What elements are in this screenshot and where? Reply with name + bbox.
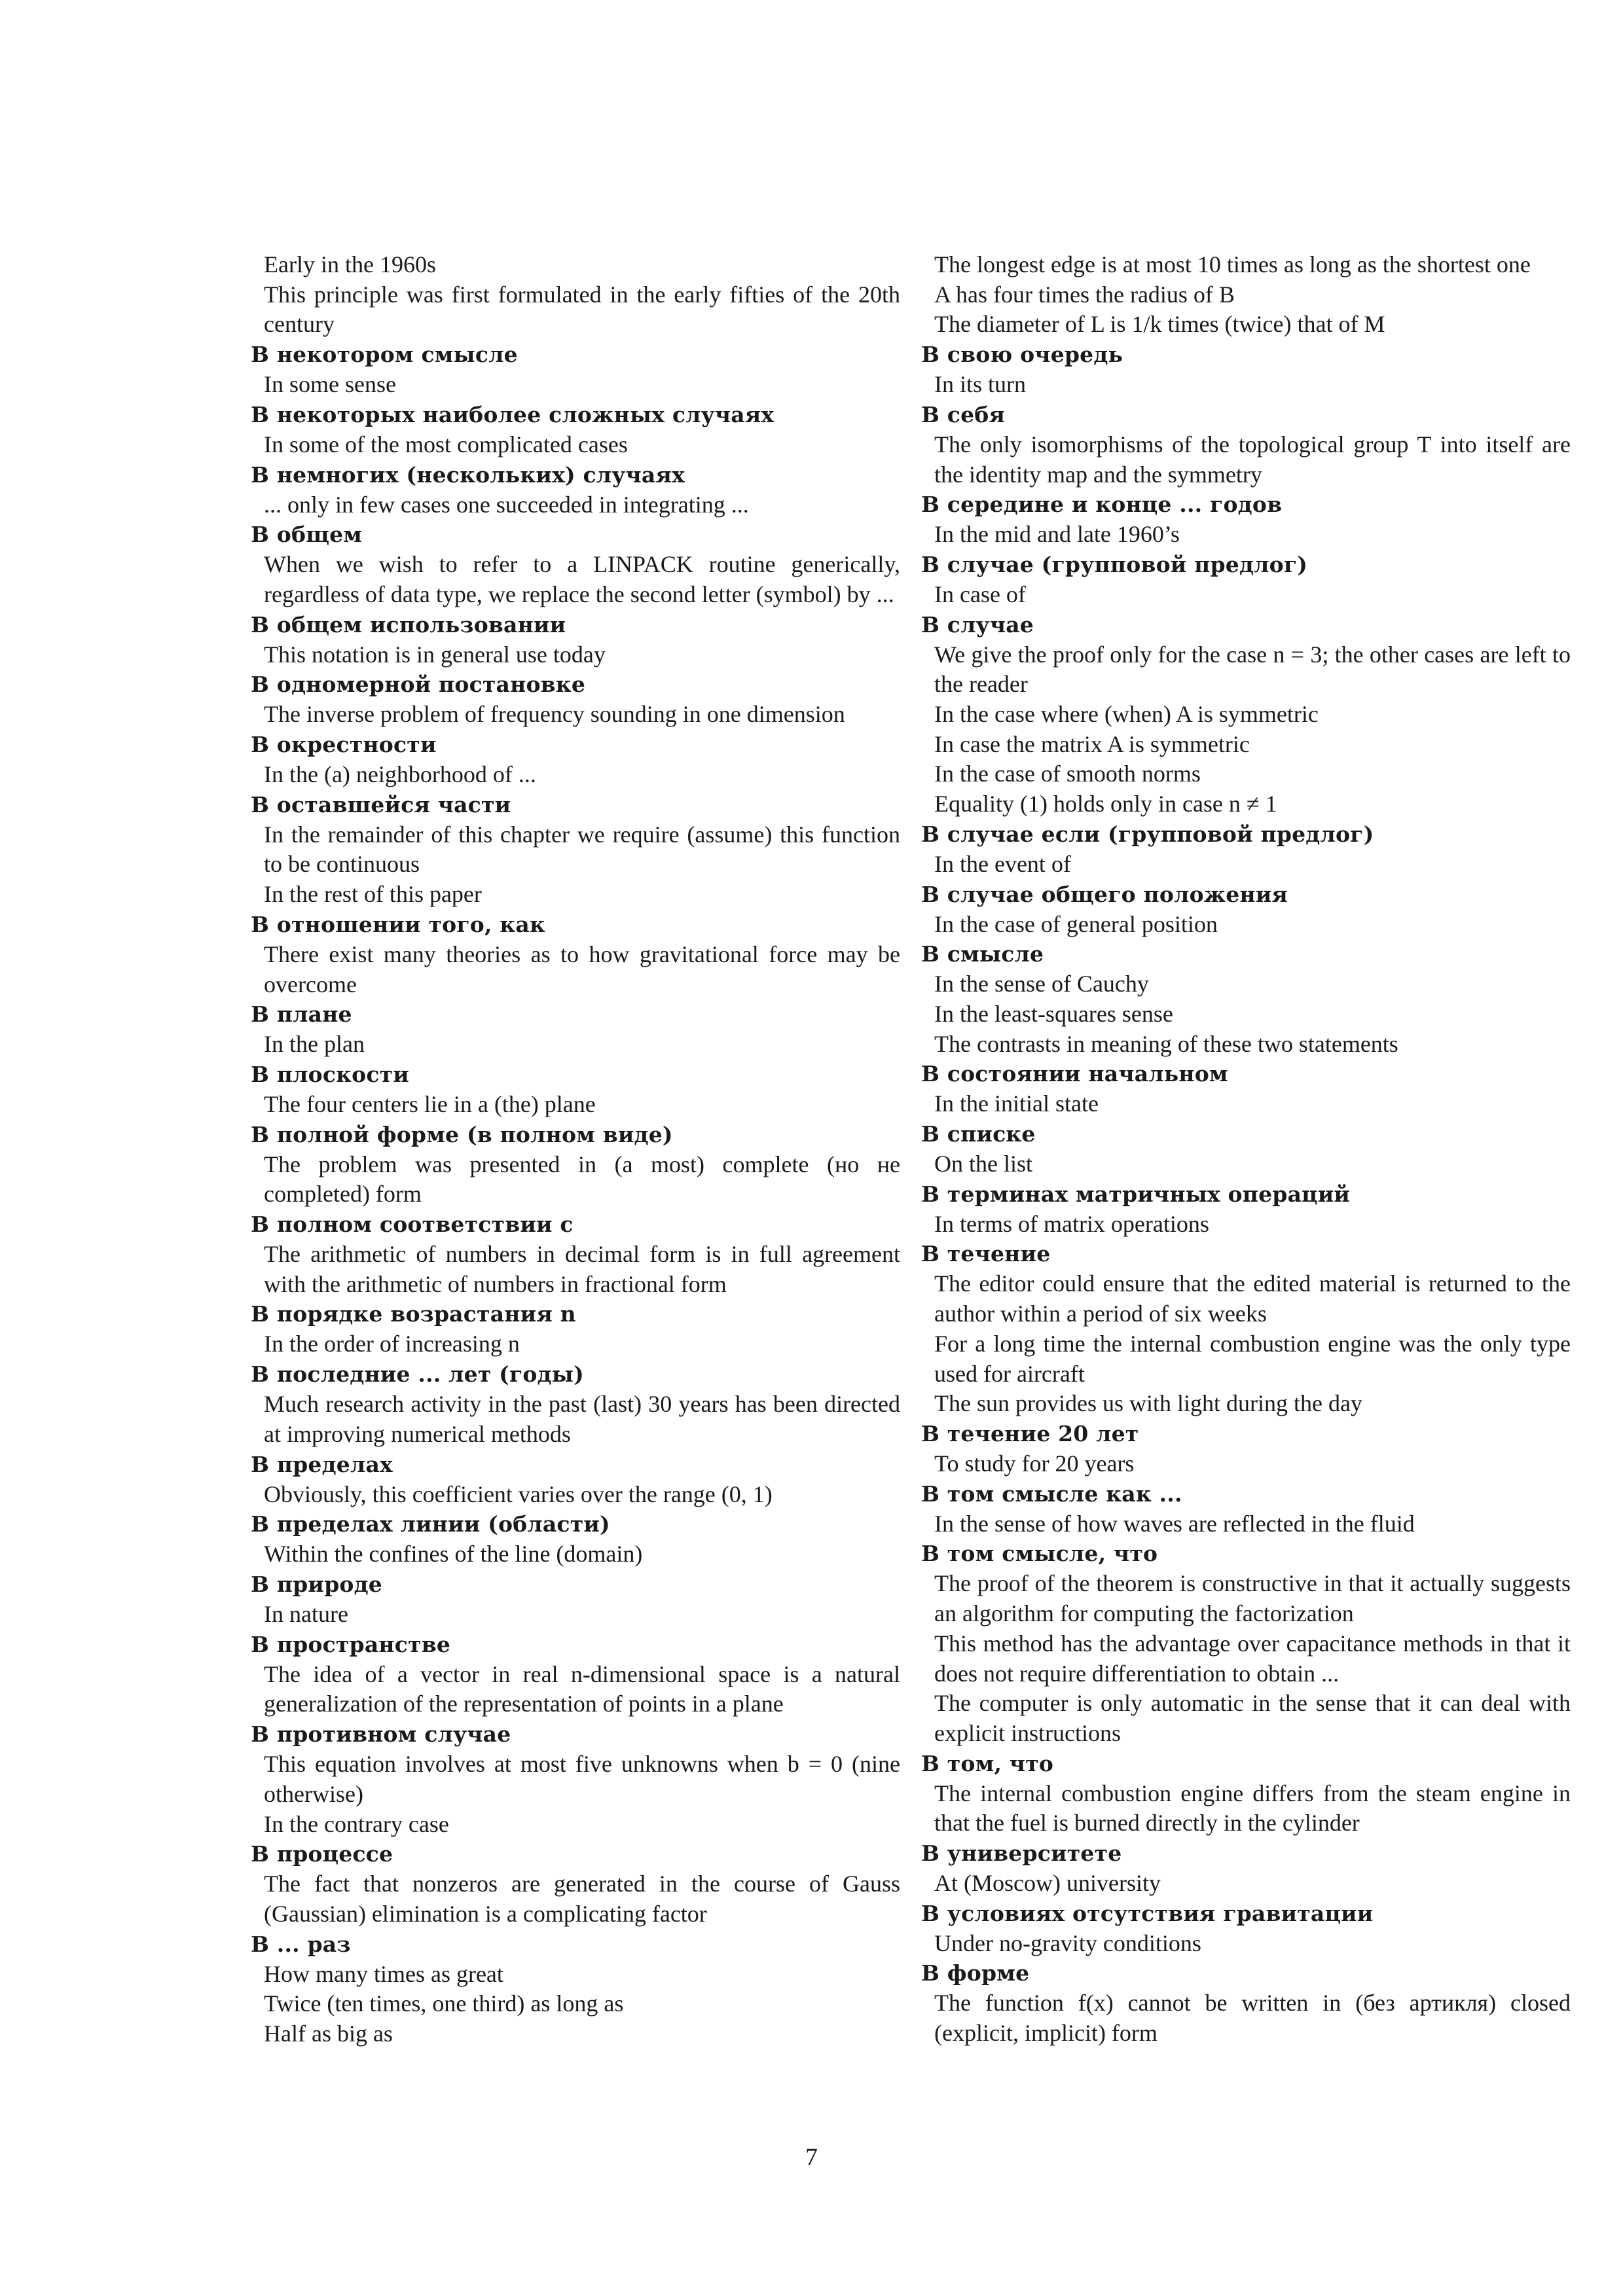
dictionary-entry (251, 790, 900, 910)
dictionary-entry (251, 1450, 900, 1510)
example-text: Early in the 1960s (264, 251, 436, 278)
dictionary-entry (251, 999, 900, 1060)
entry-term: В середине и конце ... годов (921, 492, 1283, 518)
dictionary-entry (251, 1630, 900, 1719)
dictionary-entry (921, 400, 1571, 490)
dictionary-entry (251, 1060, 900, 1120)
entry-term: В одномерной постановке (251, 672, 586, 698)
example-text: The sun provides us with light during the day (934, 1390, 1362, 1417)
example-text: In some of the most complicated cases (264, 431, 628, 457)
entry-term: В течение 20 лет (921, 1420, 1139, 1446)
dictionary-entry (921, 610, 1571, 819)
example-text: In the sense of Cauchy (934, 971, 1149, 997)
entry-term: В процессе (251, 1841, 393, 1867)
entry-term: В течение (921, 1241, 1051, 1267)
entry-term: В противном случае (251, 1721, 511, 1748)
dictionary-entry (251, 400, 900, 460)
example-text: In the case where (when) A is symmetric (934, 701, 1319, 728)
example-text: The diameter of L is 1/k times (twice) that of M (934, 311, 1385, 338)
example-text: In some sense (264, 371, 396, 398)
dictionary-entry (251, 1839, 900, 1929)
dictionary-entry (921, 819, 1571, 880)
entry-term: В общем (251, 522, 363, 548)
example-text: In the rest of this paper (264, 881, 482, 908)
entry-term: В некоторых наиболее сложных случаях (251, 401, 775, 427)
example-text: In the remainder of this chapter we require (assume) this function to be continuous (264, 821, 900, 878)
entry-term: В списке (921, 1121, 1036, 1147)
dictionary-entry (251, 1570, 900, 1630)
entry-term: В оставшейся части (251, 791, 511, 817)
dictionary-entry (921, 1419, 1571, 1479)
example-text: In the contrary case (264, 1810, 449, 1837)
example-text: The editor could ensure that the edited material is returned to the author within a period of six weeks (934, 1270, 1571, 1327)
example-text: The inverse problem of frequency sounding in one dimension (264, 701, 845, 728)
example-text: In the least-squares sense (934, 1000, 1173, 1027)
example-text: The fact that nonzeros are generated in the course of Gauss (Gaussian) elimination is a complicating factor (264, 1871, 900, 1927)
dictionary-entry (251, 670, 900, 730)
example-text: In the sense of how waves are reflected in the fluid (934, 1510, 1415, 1537)
example-text: When we wish to refer to a LINPACK routine generically, regardless of data type, we replace the second letter (symbol) by ... (264, 551, 900, 607)
dictionary-entry (921, 1239, 1571, 1419)
example-text: There exist many theories as to how gravitational force may be overcome (264, 941, 900, 997)
dictionary-entry (921, 1479, 1571, 1539)
example-text: In case the matrix A is symmetric (934, 730, 1250, 757)
entry-term: В себя (921, 401, 1006, 427)
entry-term: В том смысле как ... (921, 1480, 1182, 1507)
right-entries (921, 340, 1571, 2049)
example-text: The idea of a vector in real n-dimensional space is a natural generalization of the representation of points in a plane (264, 1660, 900, 1717)
dictionary-entry (251, 910, 900, 999)
dictionary-entry (251, 610, 900, 670)
example-text: In the case of general position (934, 910, 1218, 937)
example-text: Much research activity in the past (last) 30 years has been directed at improving numerical methods (264, 1391, 900, 1447)
entry-term: В условиях отсутствия гравитации (921, 1900, 1374, 1926)
example-text: A has four times the radius of B (934, 281, 1235, 308)
dictionary-entry (921, 1749, 1571, 1839)
dictionary-entry (251, 1210, 900, 1299)
example-text: Obviously, this coefficient varies over the range (0, 1) (264, 1480, 773, 1507)
entry-term: В плоскости (251, 1061, 409, 1087)
example-text: The arithmetic of numbers in decimal form is in full agreement with the arithmetic of numbers in fractional form (264, 1241, 900, 1297)
dictionary-entry (251, 1359, 900, 1449)
dictionary-entry (251, 1719, 900, 1839)
left-column (251, 250, 900, 2049)
entry-term: В последние ... лет (годы) (251, 1361, 584, 1388)
example-text: To study for 20 years (934, 1450, 1135, 1477)
entry-term: В смысле (921, 941, 1044, 967)
entry-term: В том смысле, что (921, 1541, 1158, 1567)
dictionary-entry (921, 1958, 1571, 2048)
example-text: Under no-gravity conditions (934, 1929, 1201, 1956)
example-text: In the plan (264, 1031, 365, 1058)
entry-term: В отношении того, как (251, 911, 545, 937)
example-text: ... only in few cases one succeeded in integrating ... (264, 491, 749, 518)
example-text: In case of (934, 581, 1026, 607)
example-text: The function f(x) cannot be written in (без артикля) closed (explicit, implicit) form (934, 1990, 1571, 2047)
entry-term: В некотором смысле (251, 342, 518, 368)
dictionary-entry (921, 1539, 1571, 1748)
example-text: We give the proof only for the case n = 3; the other cases are left to the reader (934, 641, 1571, 698)
example-text: This principle was first formulated in the early fifties of the 20th century (264, 281, 900, 338)
example-text: In the order of increasing n (264, 1331, 520, 1357)
entry-term: В общем использовании (251, 611, 566, 637)
left-entries (251, 340, 900, 2049)
dictionary-entry (921, 340, 1571, 400)
example-text: How many times as great (264, 1960, 503, 1987)
dictionary-entry (251, 340, 900, 400)
dictionary-entry (921, 550, 1571, 610)
dictionary-entry (251, 520, 900, 609)
example-text: The computer is only automatic in the sense that it can deal with explicit instructions (934, 1690, 1571, 1746)
example-text: The problem was presented in (a most) complete (но не completed) form (264, 1151, 900, 1208)
entry-term: В порядке возрастания n (251, 1301, 576, 1327)
example-text: This equation involves at most five unknowns when b = 0 (nine otherwise) (264, 1751, 900, 1807)
example-text: This notation is in general use today (264, 641, 606, 668)
example-text: Twice (ten times, one third) as long as (264, 1990, 624, 2017)
example-text: In the event of (934, 850, 1071, 877)
example-text: In the case of smooth norms (934, 761, 1201, 787)
example-text: Within the confines of the line (domain) (264, 1541, 643, 1568)
entry-term: В природе (251, 1571, 382, 1597)
entry-term: В пространстве (251, 1631, 451, 1657)
dictionary-entry (921, 1059, 1571, 1119)
dictionary-entry (251, 1509, 900, 1570)
example-text: This method has the advantage over capacitance methods in that it does not require differentiation to obtain ... (934, 1630, 1571, 1687)
example-text: The only isomorphisms of the topological group T into itself are the identity map and the symmetry (934, 431, 1571, 488)
dictionary-entry (251, 1299, 900, 1359)
example-text: The four centers lie in a (the) plane (264, 1090, 596, 1117)
dictionary-entry (251, 1929, 900, 2049)
example-text: In terms of matrix operations (934, 1210, 1209, 1237)
example-text: In the initial state (934, 1090, 1099, 1117)
entry-term: В случае (921, 611, 1034, 637)
entry-term: В немногих (нескольких) случаях (251, 461, 685, 488)
dictionary-entry (921, 1179, 1571, 1240)
example-text: Half as big as (264, 2020, 393, 2047)
dictionary-entry (921, 880, 1571, 940)
entry-term: В случае общего положения (921, 881, 1288, 907)
entry-term: В пределах (251, 1451, 393, 1477)
example-text: At (Moscow) university (934, 1870, 1161, 1897)
entry-term: В университете (921, 1840, 1122, 1867)
example-text: Equality (1) holds only in case n ≠ 1 (934, 791, 1277, 817)
right-column (921, 250, 1571, 2049)
entry-term: В полной форме (в полном виде) (251, 1121, 673, 1147)
example-text: For a long time the internal combustion engine was the only type used for aircraft (934, 1330, 1571, 1387)
example-text: On the list (934, 1151, 1032, 1177)
entry-term: В свою очередь (921, 342, 1123, 368)
dictionary-entry (251, 730, 900, 790)
entry-term: В полном соответствии с (251, 1211, 574, 1238)
entry-term: В пределах линии (области) (251, 1511, 610, 1537)
entry-term: В состоянии начальном (921, 1061, 1228, 1087)
dictionary-entry (921, 939, 1571, 1059)
dictionary-entry (921, 1839, 1571, 1899)
dictionary-entry (921, 490, 1571, 550)
dictionary-entry (251, 1120, 900, 1210)
example-text: In the mid and late 1960’s (934, 521, 1180, 548)
entry-term: В ... раз (251, 1931, 351, 1957)
entry-term: В терминах матричных операций (921, 1181, 1351, 1207)
entry-term: В форме (921, 1960, 1030, 1986)
entry-term: В том, что (921, 1750, 1054, 1776)
example-text: The proof of the theorem is constructive in that it actually suggests an algorithm for computing the factorization (934, 1570, 1571, 1627)
entry-term: В случае если (групповой предлог) (921, 821, 1374, 847)
dictionary-entry (251, 460, 900, 520)
example-text: The longest edge is at most 10 times as long as the shortest one (934, 251, 1531, 278)
example-text: The internal combustion engine differs from the steam engine in that the fuel is burned directly in the cylinder (934, 1780, 1571, 1837)
entry-term: В окрестности (251, 732, 437, 758)
dictionary-entry (921, 1119, 1571, 1179)
entry-term: В случае (групповой предлог) (921, 551, 1308, 577)
example-text: The contrasts in meaning of these two statements (934, 1030, 1398, 1057)
entry-term: В плане (251, 1001, 352, 1028)
example-text: In its turn (934, 371, 1026, 398)
dictionary-entry (921, 1899, 1571, 1959)
example-text: In nature (264, 1600, 348, 1627)
right-leading-examples (921, 250, 1571, 340)
example-text: In the (a) neighborhood of ... (264, 761, 536, 788)
left-leading-examples (251, 250, 900, 340)
page-number: 7 (805, 2144, 818, 2171)
